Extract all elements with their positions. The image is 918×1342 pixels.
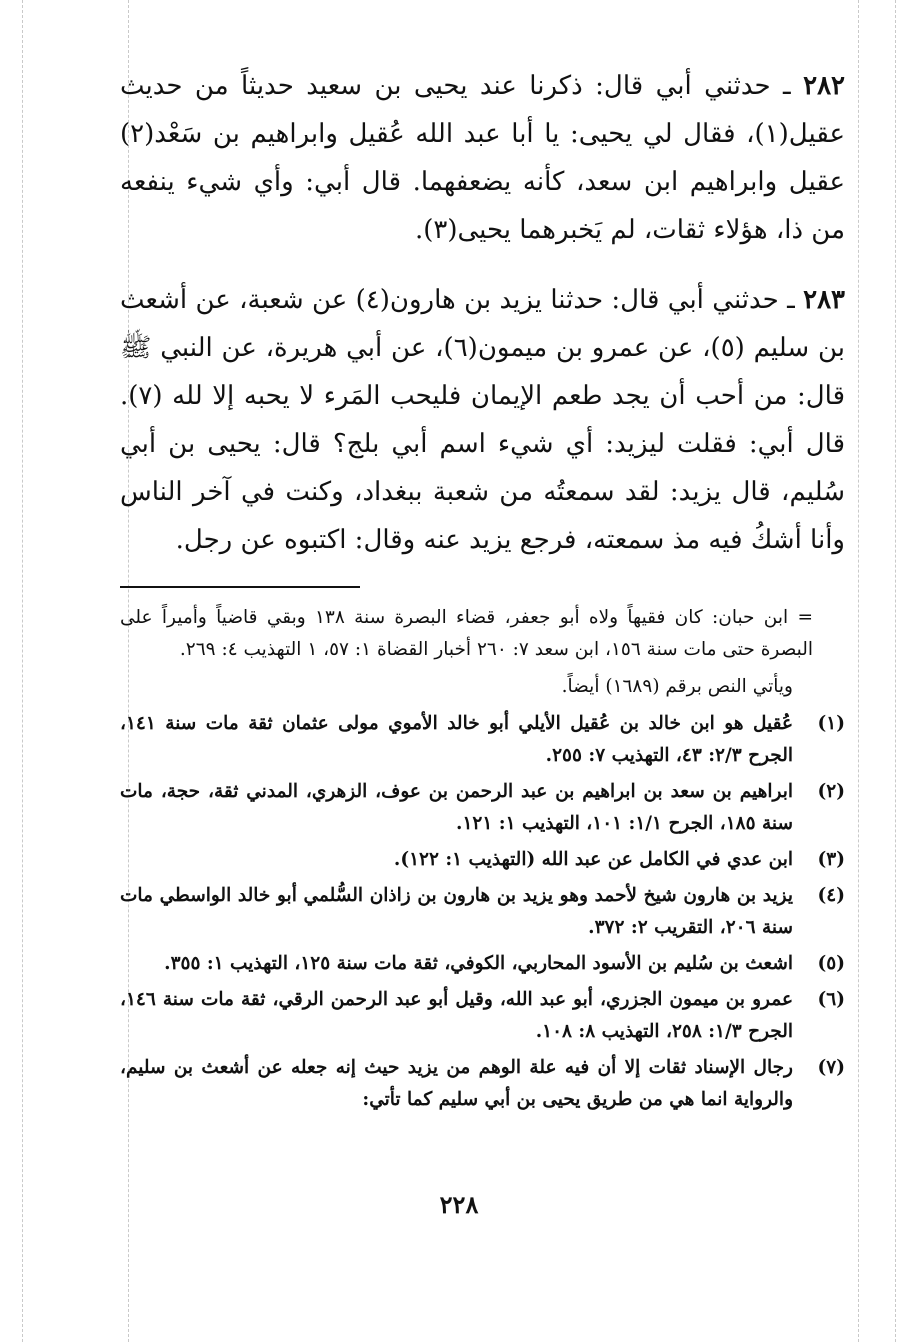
footnote-label: (٤) bbox=[817, 885, 845, 906]
book-page bbox=[120, 62, 845, 1120]
footnote-item bbox=[120, 984, 845, 1048]
hadith-number: ٢٨٣ bbox=[803, 285, 846, 315]
footnote-text: اشعث بن سُليم بن الأسود المحاربي، الكوفي، ثقة مات سنة ١٢٥، التهذيب ١: ٣٥٥. bbox=[164, 953, 793, 974]
scan-margin-line bbox=[22, 0, 23, 1342]
page-number: ٢٢٨ bbox=[439, 1190, 479, 1219]
scan-margin-line bbox=[895, 0, 896, 1342]
hadith-number: ٢٨٢ bbox=[803, 71, 846, 101]
footnote-note: ويأتي النص برقم (١٦٨٩) أيضاً. bbox=[561, 676, 793, 697]
footnote-label: (١) bbox=[817, 713, 845, 734]
scan-margin-line bbox=[858, 0, 859, 1342]
footnote-text: رجال الإسناد ثقات إلا أن فيه علة الوهم من يزيد حيث إنه جعله عن أشعث بن سليم، والرواية انما هي من طريق يحيى بن أبي سليم كما تأتي: bbox=[120, 1057, 793, 1110]
hadith-text: ـ حدثني أبي قال: حدثنا يزيد بن هارون(٤) عن شعبة، عن أشعث بن سليم (٥)، عن عمرو بن ميمون(٦)، عن أبي هريرة، عن النبي ﷺ قال: من أحب أن يجد طعم الإيمان فليحب المَرء لا يحبه إلا لله (٧). قال أبي: فقلت ليزيد: أي شيء اسم أبي بلج؟ قال: يحيى بن أبي سُليم، قال يزيد: لقد سمعتُه من شعبة ببغداد، وكنت في آخر الناس وأنا أشكُ فيه مذ سمعته، فرجع يزيد عنه وقال: اكتبوه عن رجل. bbox=[120, 285, 846, 555]
footnote-text: عُقيل هو ابن خالد بن عُقيل الأيلي أبو خالد الأموي مولى عثمان ثقة مات سنة ١٤١، الجرح ٢/٣: ٤٣، التهذيب ٧: ٢٥٥. bbox=[120, 713, 793, 766]
footnote-item bbox=[120, 1052, 845, 1116]
footnote-label: (٢) bbox=[817, 781, 845, 802]
hadith-text: ـ حدثني أبي قال: ذكرنا عند يحيى بن سعيد حديثاً من حديث عقيل(١)، فقال لي يحيى: يا أبا عبد الله عُقيل وابراهيم بن سَعْد(٢) عقيل وابراهيم ابن سعد، كأنه يضعفهما. قال أبي: وأي شيء ينفعه من ذا، هؤلاء ثقات، لم يَخبرهما يحيى(٣). bbox=[120, 71, 845, 245]
footnote-item bbox=[120, 948, 845, 980]
hadith-paragraph-282 bbox=[120, 62, 845, 254]
footnote-text: عمرو بن ميمون الجزري، أبو عبد الله، وقيل أبو عبد الرحمن الرقي، ثقة مات سنة ١٤٦، الجرح ١/٣: ٢٥٨، التهذيب ٨: ١٠٨. bbox=[120, 989, 793, 1042]
footnote-label: (٥) bbox=[817, 953, 845, 974]
footnote-label: (٣) bbox=[817, 849, 845, 870]
footnote-separator bbox=[120, 586, 360, 588]
footnote-item bbox=[120, 880, 845, 944]
footnote-item bbox=[120, 776, 845, 840]
footnote-item bbox=[120, 844, 845, 876]
footnote-list bbox=[120, 708, 845, 1116]
footnote-label: (٦) bbox=[817, 989, 845, 1010]
footnote-label: (٧) bbox=[817, 1057, 845, 1078]
footnote-text: ابن عدي في الكامل عن عبد الله (التهذيب ١: ١٢٢). bbox=[393, 849, 793, 870]
footnote-continuation: = ابن حبان: كان فقيهاً ولاه أبو جعفر، قضاء البصرة سنة ١٣٨ وبقي قاضياً وأميراً على البصرة حتى مات سنة ١٥٦، ابن سعد ٧: ٢٦٠ أخبار القضاة ١: ٥٧، ١ التهذيب ٤: ٢٦٩. bbox=[120, 607, 813, 660]
hadith-paragraph-283 bbox=[120, 276, 845, 564]
footnote-item bbox=[120, 708, 845, 772]
footnote-text: ابراهيم بن سعد بن ابراهيم بن عبد الرحمن بن عوف، الزهري، المدني ثقة، حجة، مات سنة ١٨٥، الجرح ١/١: ١٠١، التهذيب ١: ١٢١. bbox=[120, 781, 793, 834]
footnote-text: يزيد بن هارون شيخ لأحمد وهو يزيد بن هارون بن زاذان السُّلمي أبو خالد الواسطي مات سنة ٢٠٦، التقريب ٢: ٣٧٢. bbox=[120, 885, 793, 938]
